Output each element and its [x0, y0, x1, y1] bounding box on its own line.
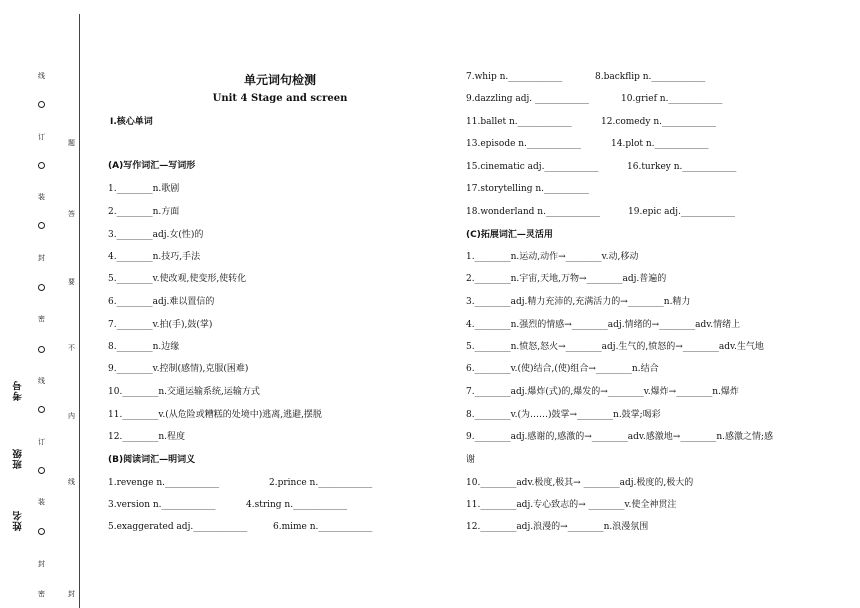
part-b-item: 19.epic adj.____________ — [628, 207, 735, 217]
part-a-item: 2.________n.方面 — [108, 207, 180, 217]
part-c-item: 11.________adj.专心致志的→ ________v.使全神贯注 — [466, 500, 677, 510]
margin-char: 内 — [68, 412, 75, 420]
part-b-item: 9.dazzling adj. ____________ — [466, 94, 590, 104]
part-a-item: 12.________n.程度 — [108, 432, 185, 442]
margin-circle — [38, 222, 45, 229]
part-b-item: 1.revenge n.____________ — [108, 478, 220, 488]
unit-subtitle: Unit 4 Stage and screen — [212, 93, 348, 104]
margin-char: 答 — [68, 210, 75, 218]
part-b-item: 2.prince n.____________ — [269, 478, 373, 488]
binding-margin — [0, 0, 90, 608]
margin-char: 装 — [38, 193, 45, 201]
part-a-item: 4.________n.技巧,手法 — [108, 252, 201, 262]
part-a-item: 3.________adj.女(性)的 — [108, 230, 204, 240]
part-b-item: 7.whip n.____________ — [466, 72, 563, 82]
part-c-item: 1.________n.运动,动作→________v.动,移动 — [466, 252, 639, 262]
part-a-item: 6.________adj.难以置信的 — [108, 297, 215, 307]
part-c-item: 10.________adv.极度,极其→ ________adj.极度的,极大的 — [466, 478, 694, 488]
margin-char: 要 — [68, 278, 75, 286]
margin-char: 线 — [38, 377, 45, 385]
part-b-item: 8.backflip n.____________ — [595, 72, 706, 82]
margin-circle — [38, 162, 45, 169]
part-a-item: 8.________n.边缘 — [108, 342, 180, 352]
part-b-item: 11.ballet n.____________ — [466, 117, 572, 127]
margin-char: 线 — [38, 72, 45, 80]
part-c-item: 5.________n.愤怒,怒火→________adj.生气的,愤怒的→________adv.生气地 — [466, 342, 764, 352]
part-a-item: 7.________v.拍(手),鼓(掌) — [108, 320, 213, 330]
part-b-heading: (B)阅读词汇—明词义 — [108, 455, 196, 465]
margin-circle — [38, 467, 45, 474]
part-b-item: 17.storytelling n.__________ — [466, 184, 590, 194]
margin-char: 密 — [38, 590, 45, 598]
part-c-item: 3.________adj.精力充沛的,充满活力的→________n.精力 — [466, 297, 691, 307]
margin-divider-line — [79, 14, 80, 608]
margin-char: 封 — [68, 590, 75, 598]
part-c-item: 2.________n.宇宙,天地,万物→________adj.普遍的 — [466, 274, 667, 284]
worksheet-title: 单元词句检测 — [243, 73, 316, 87]
margin-circle — [38, 346, 45, 353]
part-c-item: 4.________n.强烈的情感→________adj.情绪的→________adv.情绪上 — [466, 320, 741, 330]
part-c-item: 8.________v.(为……)鼓掌→________n.鼓掌;喝彩 — [466, 410, 661, 420]
margin-char: 装 — [38, 498, 45, 506]
part-b-item: 13.episode n.____________ — [466, 139, 581, 149]
part-a-item: 11.________v.(从危险或糟糕的处境中)逃离,逃避,摆脱 — [108, 410, 322, 420]
part-b-item: 3.version n.____________ — [108, 500, 216, 510]
part-c-item: 12.________adj.浪漫的→________n.浪漫氛围 — [466, 522, 649, 532]
margin-char: 题 — [68, 139, 75, 147]
part-c-heading: (C)拓展词汇—灵活用 — [466, 230, 553, 240]
exam-number-label: 考号 — [13, 380, 24, 401]
part-b-item: 5.exaggerated adj.____________ — [108, 522, 248, 532]
part-c-item: 9.________adj.感谢的,感激的→________adv.感激地→________n.感激之情;感 — [466, 432, 774, 442]
margin-circle — [38, 284, 45, 291]
part-b-item: 14.plot n.____________ — [611, 139, 709, 149]
margin-circle — [38, 101, 45, 108]
margin-char: 不 — [68, 344, 75, 352]
part-b-item: 15.cinematic adj.____________ — [466, 162, 599, 172]
margin-char: 封 — [38, 254, 45, 262]
part-c-item: 7.________adj.爆炸(式)的,爆发的→________v.爆炸→________n.爆炸 — [466, 387, 739, 397]
part-b-item: 12.comedy n.____________ — [601, 117, 716, 127]
part-c-item: 6.________v.(使)结合,(使)组合→________n.结合 — [466, 364, 659, 374]
part-a-item: 1.________n.歌剧 — [108, 184, 180, 194]
name-label: 姓名 — [13, 510, 24, 531]
part-c-item-continued: 谢 — [466, 455, 476, 465]
part-a-item: 5.________v.使改观,使变形,使转化 — [108, 274, 247, 284]
part-b-item: 4.string n.____________ — [246, 500, 348, 510]
margin-char: 密 — [38, 315, 45, 323]
part-b-item: 16.turkey n.____________ — [627, 162, 737, 172]
margin-circle — [38, 406, 45, 413]
margin-char: 封 — [38, 560, 45, 568]
part-a-item: 9.________v.控制(感情),克服(困难) — [108, 364, 249, 374]
part-a-heading: (A)写作词汇—写词形 — [108, 161, 196, 171]
margin-circle — [38, 528, 45, 535]
section-heading: Ⅰ.核心单词 — [110, 117, 153, 127]
part-b-item: 18.wonderland n.____________ — [466, 207, 600, 217]
margin-char: 线 — [68, 478, 75, 486]
margin-char: 订 — [38, 438, 45, 446]
part-b-item: 6.mime n.____________ — [273, 522, 373, 532]
margin-char: 订 — [38, 133, 45, 141]
part-b-item: 10.grief n.____________ — [621, 94, 723, 104]
part-a-item: 10.________n.交通运输系统,运输方式 — [108, 387, 260, 397]
class-label: 班级 — [13, 448, 24, 469]
